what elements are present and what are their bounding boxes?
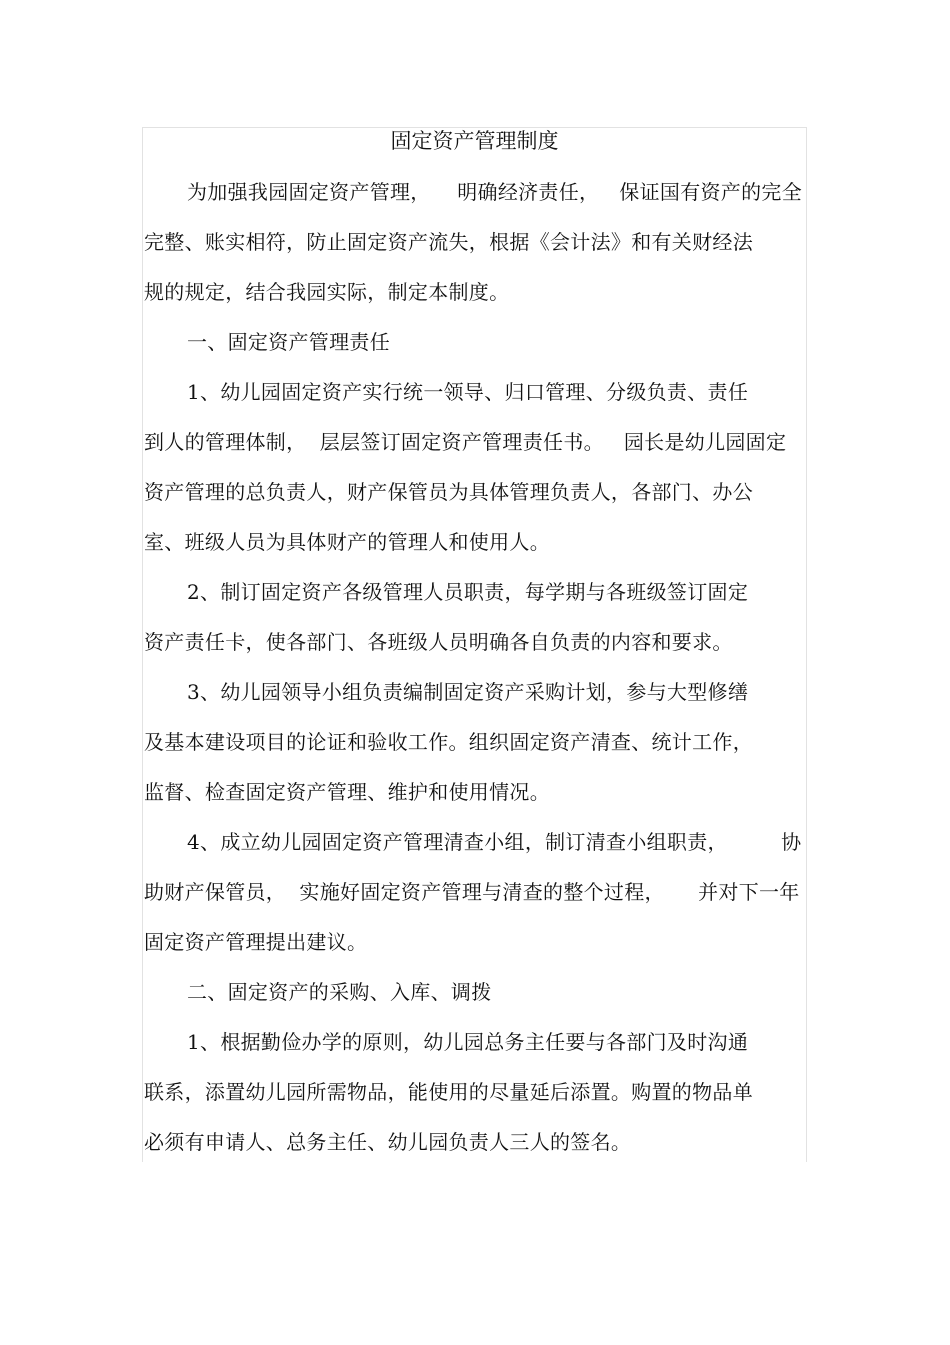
text-line: 资产管理的总负责人，财产保管员为具体管理负责人，各部门、办公: [144, 480, 753, 504]
text-line: 室、班级人员为具体财产的管理人和使用人。: [144, 530, 550, 554]
text-line: 完整、账实相符，防止固定资产流失，根据《会计法》和有关财经法: [144, 230, 753, 254]
text-line: 1、幼儿园固定资产实行统一领导、归口管理、分级负责、责任: [187, 380, 749, 404]
text-line: 助财产保管员， 实施好固定资产管理与清查的整个过程， 并对下一年: [144, 880, 800, 904]
text-line: 为加强我园固定资产管理， 明确经济责任， 保证国有资产的完全: [187, 180, 803, 204]
text-line: 资产责任卡，使各部门、各班级人员明确各自负责的内容和要求。: [144, 630, 733, 654]
text-line: 3、幼儿园领导小组负责编制固定资产采购计划，参与大型修缮: [187, 680, 749, 704]
section-heading: 二、固定资产的采购、入库、调拨: [187, 980, 492, 1004]
text-line: 必须有申请人、总务主任、幼儿园负责人三人的签名。: [144, 1130, 632, 1154]
text-line: 联系，添置幼儿园所需物品，能使用的尽量延后添置。购置的物品单: [144, 1080, 753, 1104]
text-line: 到人的管理体制， 层层签订固定资产管理责任书。 园长是幼儿园固定: [144, 430, 787, 454]
section-heading: 一、固定资产管理责任: [187, 330, 390, 354]
text-line: 及基本建设项目的论证和验收工作。组织固定资产清查、统计工作，: [144, 730, 753, 754]
text-line: 规的规定，结合我园实际，制定本制度。: [144, 280, 510, 304]
text-line: 4、成立幼儿园固定资产管理清查小组，制订清查小组职责， 协: [187, 830, 802, 854]
text-line: 监督、检查固定资产管理、维护和使用情况。: [144, 780, 550, 804]
text-line: 固定资产管理提出建议。: [144, 930, 368, 954]
document-title: 固定资产管理制度: [390, 129, 559, 153]
text-line: 1、根据勤俭办学的原则，幼儿园总务主任要与各部门及时沟通: [187, 1030, 749, 1054]
text-line: 2、制订固定资产各级管理人员职责，每学期与各班级签订固定: [187, 580, 749, 604]
